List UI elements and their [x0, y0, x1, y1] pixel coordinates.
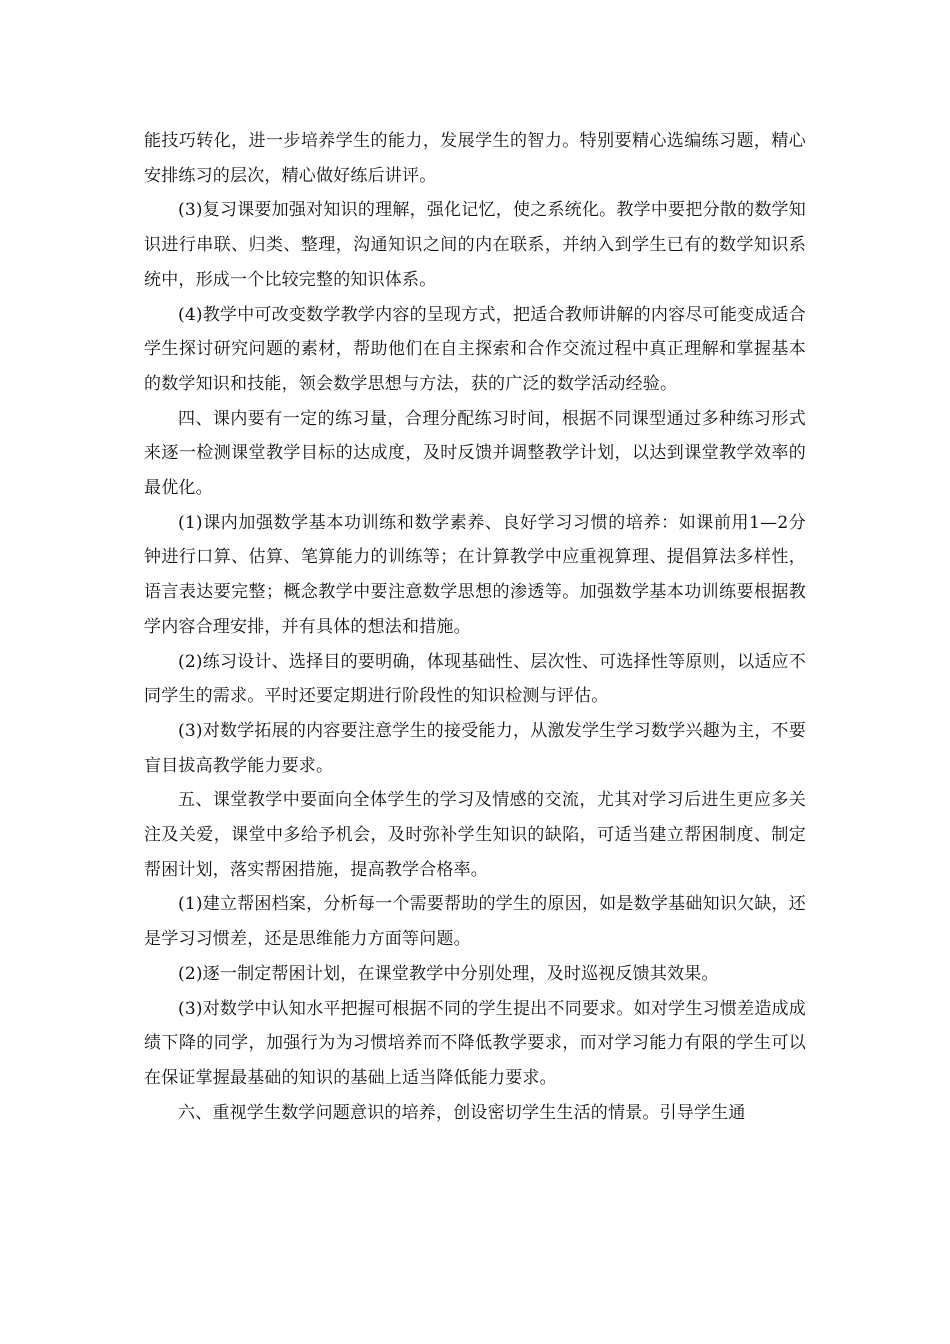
paragraph-review-lessons: (3)复习课要加强对知识的理解，强化记忆，使之系统化。教学中要把分散的数学知识进行串联、归类、整理，沟通知识之间的内在联系，并纳入到学生已有的数学知识系统中，形成一个比较完整的知识体系。 [144, 200, 806, 290]
paragraph-continuation: 能技巧转化，进一步培养学生的能力，发展学生的智力。特别要精心选编练习题，精心安排练习的层次，精心做好练后讲评。 [144, 131, 806, 186]
paragraph-section-four: 四、课内要有一定的练习量，合理分配练习时间，根据不同课型通过多种练习形式来逐一检测课堂教学目标的达成度，及时反馈并调整教学计划，以达到课堂教学效率的最优化。 [144, 408, 806, 499]
paragraph-support-plan: (2)逐一制定帮困计划，在课堂教学中分别处理，及时巡视反馈其效果。 [178, 963, 719, 984]
paragraph-section-six: 六、重视学生数学问题意识的培养，创设密切学生生活的情景。引导学生通 [178, 1102, 746, 1123]
paragraph-basic-skills: (1)课内加强数学基本功训练和数学素养、良好学习习惯的培养：如课前用1—2分钟进行口算、估算、笔算能力的训练等；在计算教学中应重视算理、提倡算法多样性，语言表达要完整；概念教学中要注意数学思想的渗透等。加强数学基本功训练要根据教学内容合理安排，并有具体的想法和措施。 [144, 512, 806, 637]
document-body [144, 124, 806, 1130]
paragraph-section-five: 五、课堂教学中要面向全体学生的学习及情感的交流，尤其对学习后进生更应多关注及关爱，课堂中多给予机会，及时弥补学生知识的缺陷，可适当建立帮困制度、制定帮困计划，落实帮困措施，提高教学合格率。 [144, 790, 806, 880]
paragraph-support-files: (1)建立帮困档案，分析每一个需要帮助的学生的原因，如是数学基础知识欠缺，还是学习习惯差，还是思维能力方面等问题。 [144, 894, 806, 950]
paragraph-content-presentation: (4)教学中可改变数学教学内容的呈现方式，把适合教师讲解的内容尽可能变成适合学生探讨研究问题的素材，帮助他们在自主探索和合作交流过程中真正理解和掌握基本的数学知识和技能，领会数学思想与方法，获的广泛的数学活动经验。 [144, 304, 806, 394]
paragraph-extension-content: (3)对数学拓展的内容要注意学生的接受能力，从激发学生学习数学兴趣为主，不要盲目拔高教学能力要求。 [144, 720, 806, 776]
paragraph-cognitive-level: (3)对数学中认知水平把握可根据不同的学生提出不同要求。如对学生习惯差造成成绩下降的同学，加强行为为习惯培养而不降低教学要求，而对学习能力有限的学生可以在保证掌握最基础的知识的基础上适当降低能力要求。 [144, 998, 806, 1088]
paragraph-exercise-design: (2)练习设计、选择目的要明确，体现基础性、层次性、可选择性等原则，以适应不同学生的需求。平时还要定期进行阶段性的知识检测与评估。 [144, 651, 806, 707]
